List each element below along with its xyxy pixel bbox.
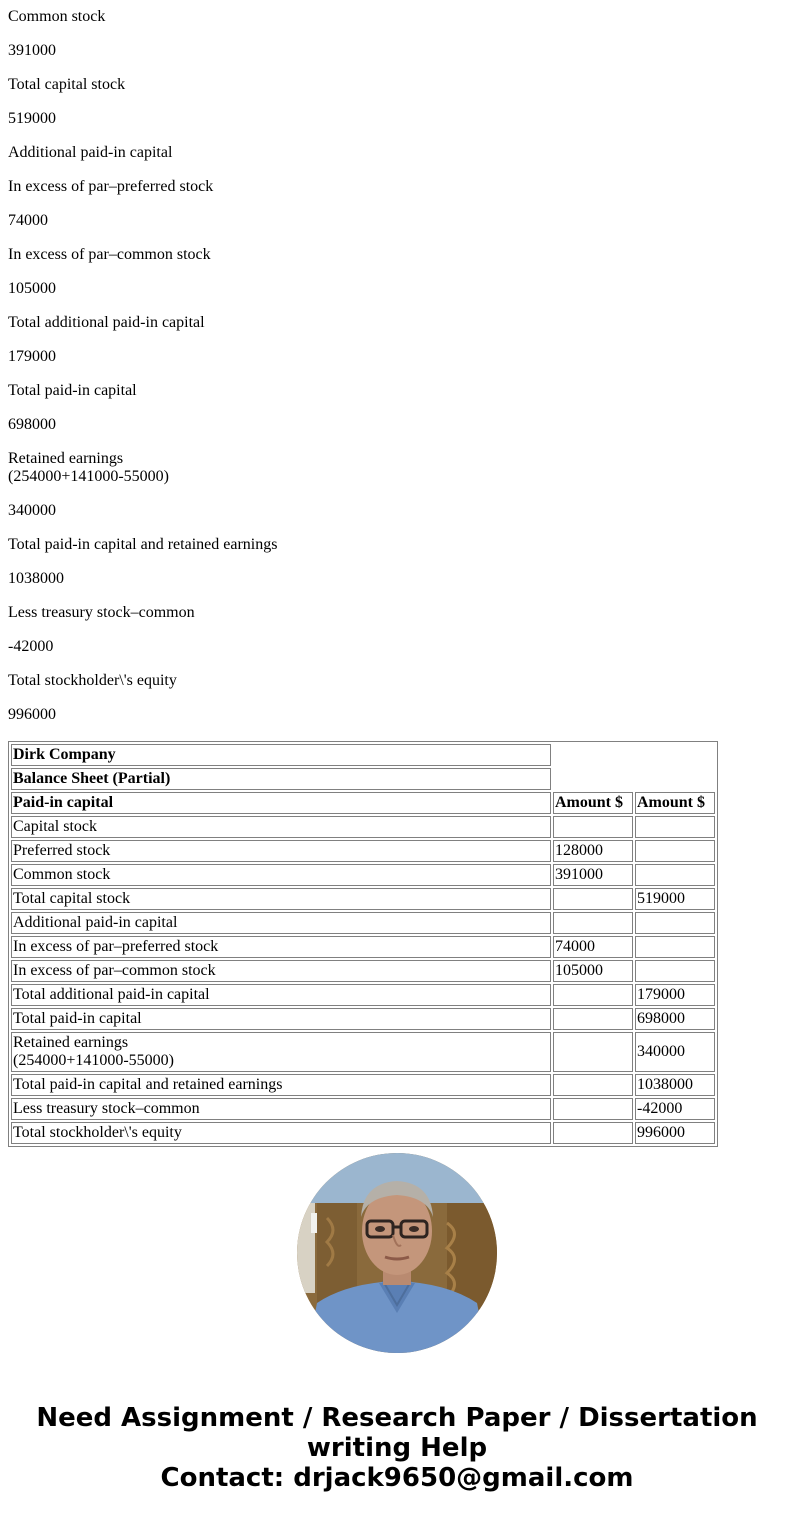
row-label: Total additional paid-in capital [11, 984, 551, 1006]
section-header: Paid-in capital [11, 792, 551, 814]
summary-line: 105000 [8, 280, 56, 297]
summary-line-part: Retained earnings [8, 450, 124, 467]
summary-line: 1038000 [8, 570, 64, 587]
row-label: Preferred stock [11, 840, 551, 862]
summary-line-part: (254000+141000-55000) [8, 468, 170, 485]
row-label: Less treasury stock–common [11, 1098, 551, 1120]
row-label: Common stock [11, 864, 551, 886]
table-row [11, 888, 715, 910]
table-row [11, 960, 715, 982]
summary-line: 340000 [8, 502, 56, 519]
row-amount-1 [553, 1074, 633, 1096]
company-name: Dirk Company [11, 744, 551, 766]
row-amount-2 [635, 816, 715, 838]
row-label: Total paid-in capital [11, 1008, 551, 1030]
row-label: Total capital stock [11, 888, 551, 910]
table-row [11, 936, 715, 958]
summary-line: In excess of par–preferred stock [8, 178, 214, 195]
table-row [11, 840, 715, 862]
row-label: Additional paid-in capital [11, 912, 551, 934]
row-label-line: Retained earnings [13, 1034, 129, 1051]
summary-line: 179000 [8, 348, 56, 365]
row-amount-1: 128000 [553, 840, 633, 862]
summary-line: Total stockholder\'s equity [8, 672, 177, 689]
table-row [11, 984, 715, 1006]
row-amount-2: 519000 [635, 888, 715, 910]
row-amount-2: 340000 [635, 1032, 715, 1072]
row-label: In excess of par–common stock [11, 960, 551, 982]
amount-column-header: Amount $ [635, 792, 715, 814]
row-amount-1 [553, 912, 633, 934]
summary-line: 519000 [8, 110, 56, 127]
row-label: In excess of par–preferred stock [11, 936, 551, 958]
summary-line: Additional paid-in capital [8, 144, 173, 161]
summary-line: Common stock [8, 8, 106, 25]
amount-column-header: Amount $ [553, 792, 633, 814]
table-header-row [11, 792, 715, 814]
row-amount-2 [635, 864, 715, 886]
summary-line: In excess of par–common stock [8, 246, 211, 263]
row-label: Capital stock [11, 816, 551, 838]
table-row [11, 864, 715, 886]
summary-line: Less treasury stock–common [8, 604, 195, 621]
summary-line-retained [8, 450, 768, 486]
row-amount-2: -42000 [635, 1098, 715, 1120]
portrait-image [297, 1153, 497, 1353]
row-amount-1 [553, 1122, 633, 1144]
summary-line: Total additional paid-in capital [8, 314, 205, 331]
sheet-subtitle: Balance Sheet (Partial) [11, 768, 551, 790]
table-row [11, 1074, 715, 1096]
row-amount-1 [553, 1008, 633, 1030]
avatar [297, 1153, 497, 1353]
row-amount-1: 391000 [553, 864, 633, 886]
summary-line: 391000 [8, 42, 56, 59]
row-label [11, 1032, 551, 1072]
table-row [11, 1008, 715, 1030]
row-label-line: (254000+141000-55000) [13, 1052, 175, 1069]
summary-line: 698000 [8, 416, 56, 433]
row-amount-2: 996000 [635, 1122, 715, 1144]
table-title-row [11, 744, 715, 766]
row-amount-2 [635, 840, 715, 862]
summary-line: Total paid-in capital and retained earnings [8, 536, 278, 553]
row-amount-2 [635, 936, 715, 958]
table-title-row [11, 768, 715, 790]
row-amount-1: 105000 [553, 960, 633, 982]
row-amount-1: 74000 [553, 936, 633, 958]
row-amount-1 [553, 1032, 633, 1072]
row-amount-1 [553, 984, 633, 1006]
promo-banner [0, 1403, 794, 1493]
row-amount-2: 1038000 [635, 1074, 715, 1096]
promo-line: writing Help [306, 1433, 488, 1463]
row-amount-1 [553, 1098, 633, 1120]
summary-line: 996000 [8, 706, 56, 723]
summary-line: -42000 [8, 638, 54, 655]
promo-contact: Contact: drjack9650@gmail.com [160, 1463, 634, 1493]
table-row [11, 912, 715, 934]
promo-line: Need Assignment / Research Paper / Dissertation [36, 1403, 758, 1433]
row-amount-2 [635, 960, 715, 982]
row-amount-2 [635, 912, 715, 934]
row-label: Total paid-in capital and retained earnings [11, 1074, 551, 1096]
table-row [11, 1098, 715, 1120]
table-row [11, 1122, 715, 1144]
row-amount-2: 179000 [635, 984, 715, 1006]
table-row [11, 816, 715, 838]
table-row [11, 1032, 715, 1072]
summary-line: Total capital stock [8, 76, 126, 93]
row-amount-2: 698000 [635, 1008, 715, 1030]
summary-line: 74000 [8, 212, 48, 229]
balance-sheet-table [8, 741, 718, 1147]
row-label: Total stockholder\'s equity [11, 1122, 551, 1144]
summary-list [8, 8, 768, 740]
row-amount-1 [553, 888, 633, 910]
row-amount-1 [553, 816, 633, 838]
summary-line: Total paid-in capital [8, 382, 137, 399]
